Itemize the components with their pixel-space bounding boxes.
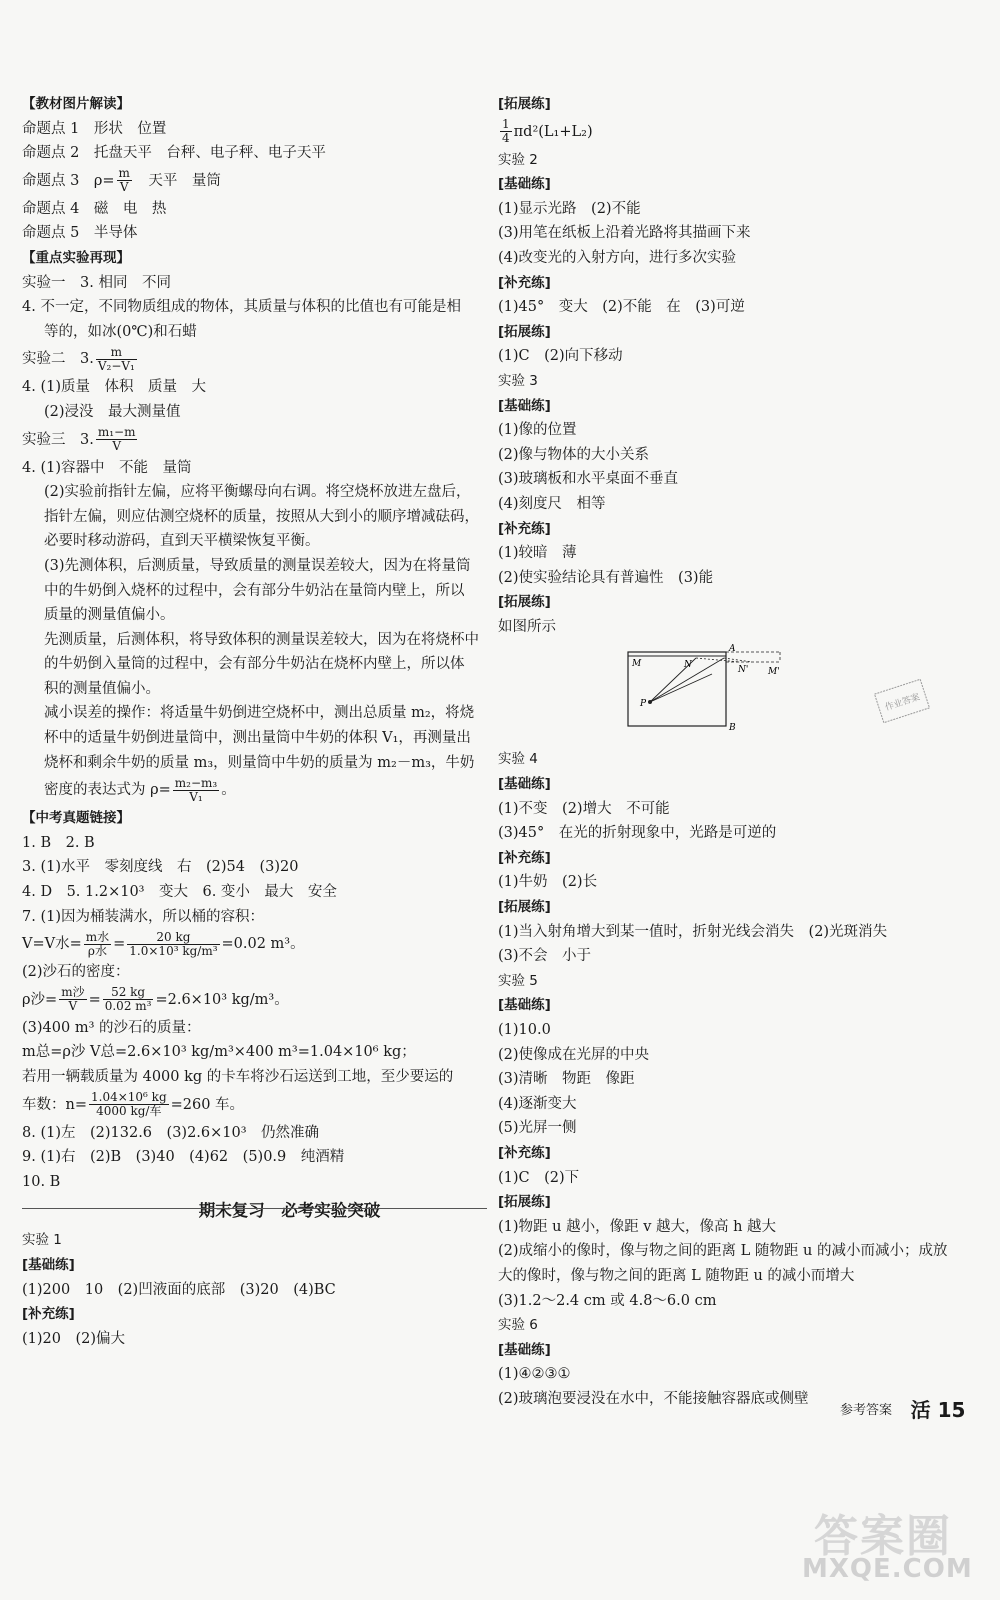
answer-line: 4. 不一定，不同物质组成的物体，其质量与体积的比值也有可能是相	[22, 299, 461, 316]
label-p: P	[640, 699, 647, 709]
answer-line: 等的，如冰(0℃)和石蜡	[44, 323, 197, 340]
experiment-label: 实验 1	[22, 1232, 62, 1249]
label-n-prime: N'	[738, 665, 749, 675]
practice-header: [拓展练]	[498, 594, 551, 611]
answer-line: (1)20 (2)偏大	[22, 1330, 126, 1347]
section-header: 【教材图片解读】	[22, 96, 130, 112]
light-ray	[650, 674, 712, 702]
fraction: $\frac{m}{V}$	[118, 166, 130, 195]
label-n: N	[684, 660, 692, 670]
answer-line: 9. (1)右 (2)B (3)40 (4)62 (5)0.9 纯酒精	[22, 1149, 345, 1166]
answer-line: (3)先测体积，后测质量，导致质量的测量误差较大，因为在将量筒	[44, 557, 471, 574]
answer-line: 4. (1)容器中 不能 量筒	[22, 459, 192, 476]
answer-line: (2)使像成在光屏的中央	[498, 1046, 650, 1063]
answer-line: 4. D 5. 1.2×10³ 变大 6. 变小 最大 安全	[22, 884, 337, 901]
answer-line: (3)400 m³ 的沙石的质量：	[22, 1019, 201, 1036]
practice-header: [基础练]	[498, 776, 551, 793]
answer-line: 实验二 3. $\frac{m}{\text{V₂−V₁}}$	[22, 344, 135, 373]
fraction: $\frac{\text{m₂−m₃}}{\text{V₁}}$	[174, 775, 218, 804]
answer-line: 指针左偏，则应估测空烧杯的质量，按照从大到小的顺序增减砝码，	[44, 508, 479, 525]
experiment-label: 实验 3	[498, 372, 538, 389]
answer-line: (1)不变 (2)增大 不可能	[498, 800, 670, 817]
virtual-ray	[724, 658, 752, 662]
answer-line: ρ沙= $\frac{\text{m沙}}{V}$ = $\frac{52 kg}{\text{0.02 m³}}$ =2.6×10³ kg/m³。	[22, 985, 289, 1014]
practice-header: [基础练]	[498, 1341, 551, 1358]
answer-line: $\frac{1}{4}$ πd²(L₁+L₂)	[502, 117, 593, 146]
label-b: B	[729, 723, 736, 732]
watermark-cn: 答案圈	[814, 1511, 952, 1562]
practice-header: [基础练]	[22, 1256, 75, 1273]
answer-line: (1)较暗 薄	[498, 545, 577, 562]
practice-header: [补充练]	[498, 1144, 551, 1161]
answer-line: (3)用笔在纸板上沿着光路将其描画下来	[498, 225, 751, 242]
answer-line: (1)物距 u 越小，像距 v 越大，像高 h 越大	[498, 1218, 777, 1235]
section-header: 【中考真题链接】	[22, 810, 130, 827]
footer-label: 参考答案	[840, 1403, 893, 1418]
answer-line: (2)浸没 最大测量值	[44, 403, 181, 420]
left-column	[22, 92, 487, 1351]
practice-header: [补充练]	[498, 274, 551, 291]
practice-header: [拓展练]	[498, 96, 551, 112]
answer-line: (1)显示光路 (2)不能	[498, 200, 641, 217]
stamp-graphic	[870, 678, 934, 724]
answer-line: 中的牛奶倒入烧杯的过程中，会有部分牛奶沾在量筒内壁上，所以	[44, 582, 465, 599]
answer-line: 密度的表达式为 ρ= $\frac{\text{m₂−m₃}}{\text{V₁}}$ 。	[44, 775, 236, 804]
answer-line: 杯中的适量牛奶倒进量筒中，测出量筒中牛奶的体积 V₁，再测量出	[44, 730, 471, 747]
fraction: $\frac{20 kg}{\text{1.0×10³ kg/m³}}$	[129, 929, 218, 958]
answer-line: 如图所示	[498, 618, 556, 635]
answer-line: 命题点 3 ρ= $\frac{m}{V}$ 天平 量筒	[22, 166, 221, 195]
answer-line: 1. B 2. B	[22, 834, 95, 851]
page-number: 活 15	[910, 1398, 966, 1422]
experiment-label: 实验 4	[498, 751, 538, 768]
label-m-prime: M'	[768, 667, 780, 677]
answer-line: (2)使实验结论具有普遍性 (3)能	[498, 569, 714, 586]
experiment-label: 实验 2	[498, 151, 538, 168]
experiment-label: 实验 6	[498, 1317, 538, 1334]
answer-line: 的牛奶倒入量筒的过程中，会有部分牛奶沾在烧杯内壁上，所以体	[44, 656, 465, 673]
label-a: A	[729, 644, 736, 654]
answer-line: 烧杯和剩余牛奶的质量 m₃，则量筒中牛奶的质量为 m₂－m₃，牛奶	[44, 754, 475, 771]
answer-line: (1)C (2)下	[498, 1169, 580, 1186]
answer-line: (1)像的位置	[498, 422, 577, 439]
practice-header: [基础练]	[498, 997, 551, 1014]
answer-line: (3)1.2～2.4 cm 或 4.8～6.0 cm	[498, 1292, 717, 1309]
answer-line: 车数：n= $\frac{\text{1.04×10⁶ kg}}{\text{4000 kg/车}}$ =260 车。	[22, 1090, 245, 1119]
answer-line: (3)不会 小于	[498, 948, 592, 965]
answer-line: (3)玻璃板和水平桌面不垂直	[498, 471, 679, 488]
answer-line: (2)像与物体的大小关系	[498, 446, 650, 463]
answer-line: 4. (1)质量 体积 质量 大	[22, 379, 206, 396]
answer-line: 减小误差的操作：将适量牛奶倒进空烧杯中，测出总质量 m₂，将烧	[44, 705, 475, 722]
answer-line: (1)C (2)向下移动	[498, 348, 623, 365]
answer-line: (2)沙石的密度：	[22, 964, 130, 981]
answer-line: (4)改变光的入射方向，进行多次实验	[498, 249, 737, 266]
answer-line: 若用一辆载质量为 4000 kg 的卡车将沙石运送到工地，至少要运的	[22, 1069, 454, 1085]
stamp-text: 作业答案	[883, 692, 922, 714]
answer-line: (1)45° 变大 (2)不能 在 (3)可逆	[498, 299, 745, 316]
answer-line: (1)当入射角增大到某一值时，折射光线会消失 (2)光斑消失	[498, 923, 888, 940]
answer-line: 命题点 1 形状 位置	[22, 120, 167, 137]
fraction: $\frac{\text{1.04×10⁶ kg}}{\text{4000 kg/车}}$	[91, 1090, 167, 1119]
answer-line: (2)成缩小的像时，像与物之间的距离 L 随物距 u 的减小而减小；成放	[498, 1243, 948, 1260]
answer-line: 积的测量值偏小。	[44, 680, 160, 697]
answer-line: (3)清晰 物距 像距	[498, 1071, 635, 1088]
section-header: 【重点实验再现】	[22, 249, 130, 266]
answer-line: (4)刻度尺 相等	[498, 495, 606, 512]
answer-line: (1)10.0	[498, 1022, 551, 1038]
practice-header: [拓展练]	[498, 899, 551, 916]
practice-header: [拓展练]	[498, 323, 551, 340]
experiment-label: 实验 5	[498, 972, 538, 989]
answer-line: 10. B	[22, 1173, 61, 1190]
watermark-en: MXQE.COM	[802, 1554, 973, 1584]
answer-line: 实验三 3. $\frac{\text{m₁−m}}{V}$	[22, 425, 136, 454]
answer-line: (1)200 10 (2)凹液面的底部 (3)20 (4)BC	[22, 1281, 336, 1298]
answer-line: V=V水= $\frac{\text{m水}}{\text{ρ水}}$ = $\frac{20 kg}{\text{1.0×10³ kg/m³}}$ =0.02 m³。	[22, 929, 305, 958]
practice-header: [拓展练]	[498, 1194, 551, 1211]
fraction: $\frac{1}{4}$	[502, 117, 510, 146]
fraction: $\frac{\text{m沙}}{V}$	[61, 985, 85, 1014]
answer-line: (3)45° 在光的折射现象中，光路是可逆的	[498, 825, 777, 842]
figure-frame	[628, 652, 726, 726]
answer-line: 必要时移动游码，直到天平横梁恢复平衡。	[44, 533, 320, 550]
fraction: $\frac{\text{m₁−m}}{V}$	[97, 425, 136, 454]
practice-header: [基础练]	[498, 176, 551, 193]
answer-line: 大的像时，像与物之间的距离 L 随物距 u 的减小而增大	[498, 1267, 855, 1284]
label-m: M	[632, 659, 642, 669]
practice-header: [补充练]	[22, 1306, 75, 1323]
right-column	[498, 92, 958, 1412]
page-footer	[840, 1394, 965, 1423]
practice-header: [补充练]	[498, 849, 551, 866]
fraction: $\frac{52 kg}{\text{0.02 m³}}$	[104, 985, 152, 1014]
practice-header: [补充练]	[498, 520, 551, 537]
answer-line: 3. (1)水平 零刻度线 右 (2)54 (3)20	[22, 859, 299, 876]
answer-line: 命题点 4 磁 电 热	[22, 200, 167, 217]
section-title: 期末复习 必考实验突破	[198, 1201, 381, 1221]
answer-line: (1)牛奶 (2)长	[498, 874, 598, 891]
mirror-reflection-figure	[612, 644, 792, 732]
answer-line: (1)④②③①	[498, 1366, 571, 1383]
answer-line: (2)玻璃泡要浸没在水中，不能接触容器底或侧壁	[498, 1390, 809, 1407]
answer-line: 质量的测量值偏小。	[44, 607, 175, 624]
answer-line: m总=ρ沙 V总=2.6×10³ kg/m³×400 m³=1.04×10⁶ kg；	[22, 1044, 416, 1061]
watermark	[800, 1500, 995, 1595]
answer-line: (5)光屏一侧	[498, 1120, 577, 1137]
fraction: $\frac{\text{m水}}{\text{ρ水}}$	[85, 929, 110, 958]
answer-line: (2)实验前指针左偏，应将平衡螺母向右调。将空烧杯放进左盘后，	[44, 484, 471, 501]
answer-line: 7. (1)因为桶装满水，所以桶的容积：	[22, 908, 264, 925]
fraction: $\frac{m}{\text{V₂−V₁}}$	[97, 344, 135, 373]
answer-line: 命题点 2 托盘天平 台秤、电子秤、电子天平	[22, 145, 326, 162]
answer-line: 实验一 3. 相同 不同	[22, 274, 171, 291]
answer-line: 先测质量，后测体积，将导致体积的测量误差较大，因为在将烧杯中	[44, 631, 479, 648]
divider-line	[22, 1208, 487, 1209]
practice-header: [基础练]	[498, 397, 551, 414]
answer-line: 命题点 5 半导体	[22, 225, 138, 242]
answer-line: (4)逐渐变大	[498, 1095, 577, 1112]
answer-line: 8. (1)左 (2)132.6 (3)2.6×10³ 仍然准确	[22, 1124, 320, 1141]
